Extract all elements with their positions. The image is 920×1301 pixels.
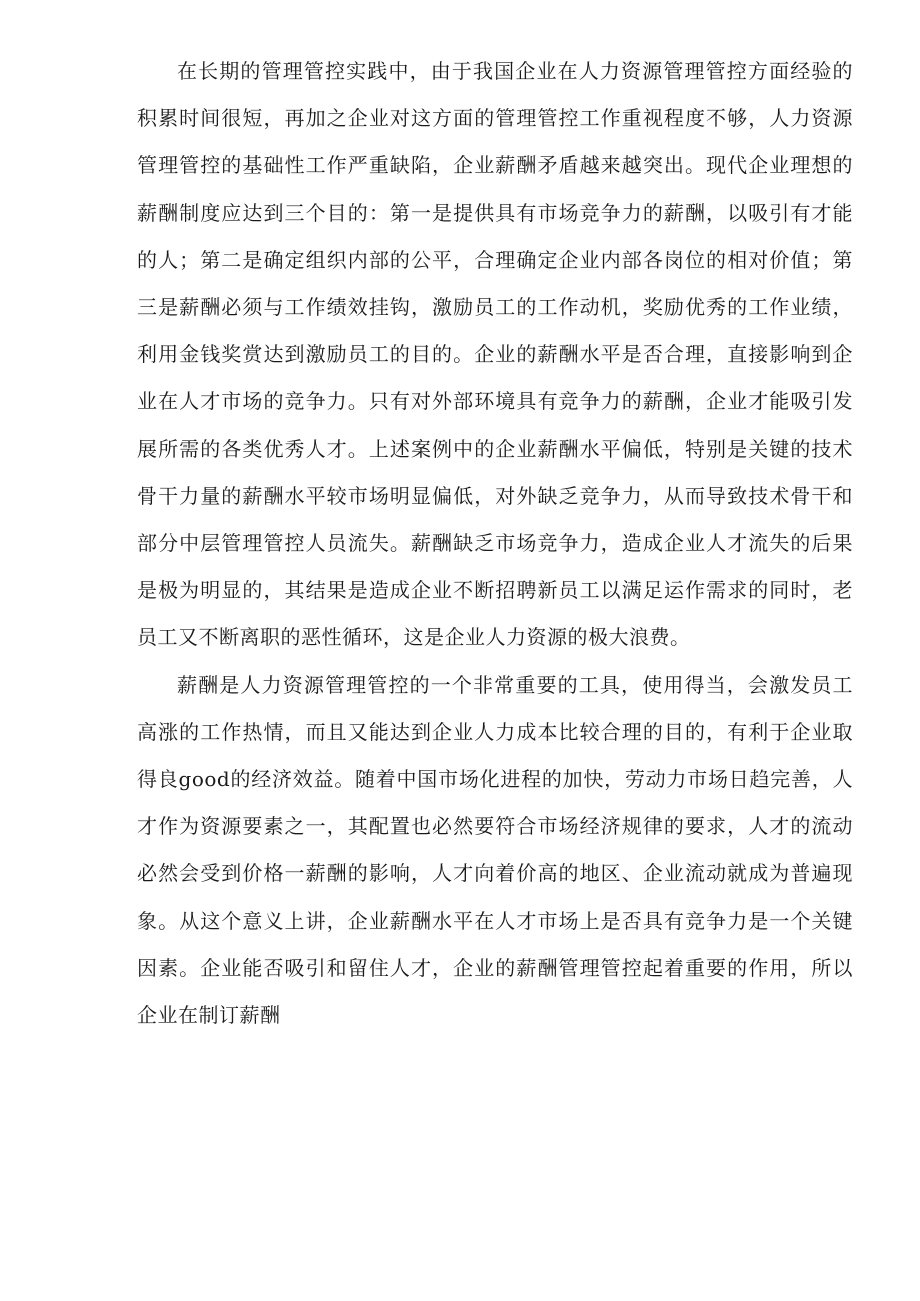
paragraph-1: 在长期的管理管控实践中，由于我国企业在人力资源管理管控方面经验的积累时间很短，再加之企业对这方面的管理管控工作重视程度不够，人力资源管理管控的基础性工作严重缺陷，企业薪酬矛盾越来越突出。现代企业理想的薪酬制度应达到三个目的：第一是提供具有市场竞争力的薪酬，以吸引有才能的人；第二是确定组织内部的公平，合理确定企业内部各岗位的相对价值；第三是薪酬必须与工作绩效挂钩，激励员工的工作动机，奖励优秀的工作业绩，利用金钱奖赏达到激励员工的目的。企业的薪酬水平是否合理，直接影响到企业在人才市场的竞争力。只有对外部环境具有竞争力的薪酬，企业才能吸引发展所需的各类优秀人才。上述案例中的企业薪酬水平偏低，特别是关键的技术骨干力量的薪酬水平较市场明显偏低，对外缺乏竞争力，从而导致技术骨干和部分中层管理管控人员流失。薪酬缺乏市场竞争力，造成企业人才流失的后果是极为明显的，其结果是造成企业不断招聘新员工以满足运作需求的同时，老员工又不断离职的恶性循环，这是企业人力资源的极大浪费。: [137, 59, 853, 650]
document-body: [137, 48, 853, 1039]
paragraph-2: 薪酬是人力资源管理管控的一个非常重要的工具，使用得当，会激发员工高涨的工作热情，而且又能达到企业人力成本比较合理的目的，有利于企业取得良good的经济效益。随着中国市场化进程的加快，劳动力市场日趋完善，人才作为资源要素之一，其配置也必然要符合市场经济规律的要求，人才的流动必然会受到价格一薪酬的影响，人才向着价高的地区、企业流动就成为普遍现象。从这个意义上讲，企业薪酬水平在人才市场上是否具有竞争力是一个关键因素。企业能否吸引和留住人才，企业的薪酬管理管控起着重要的作用，所以企业在制订薪酬: [137, 672, 853, 1028]
